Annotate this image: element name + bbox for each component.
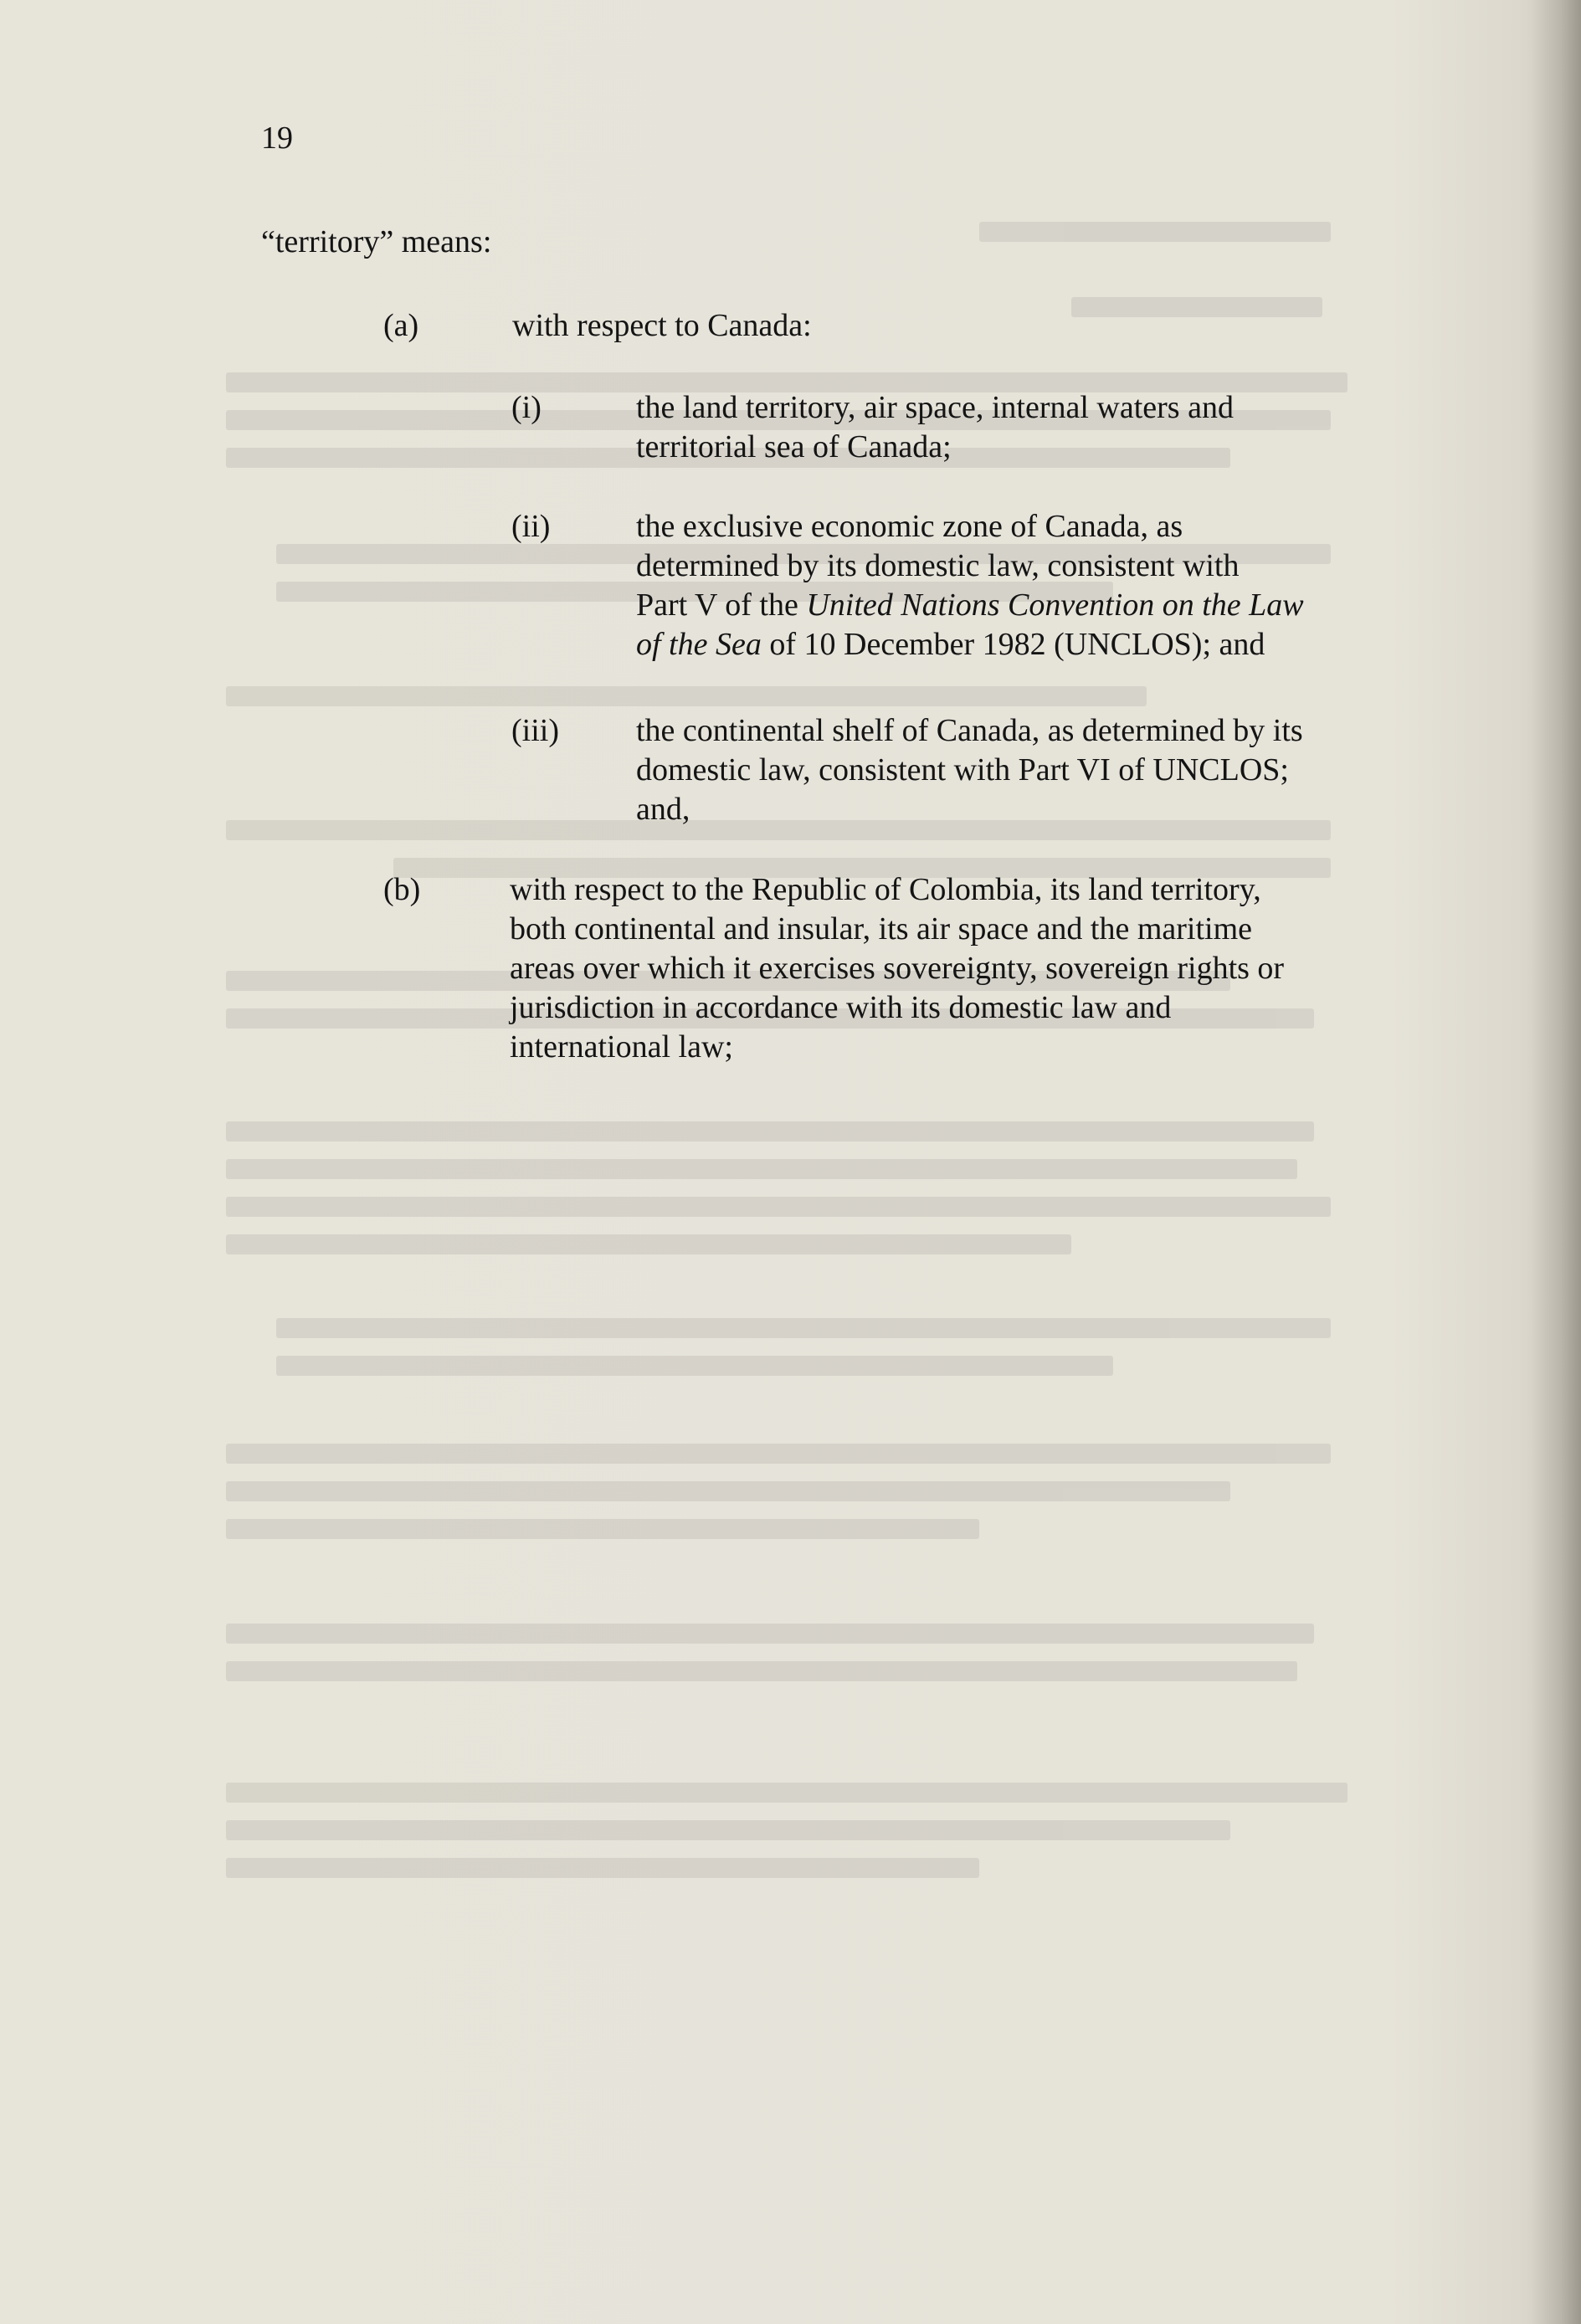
page-edge-shadow	[1531, 0, 1581, 2324]
item-a-text: with respect to Canada:	[512, 308, 812, 343]
bleed-through-text	[226, 209, 1381, 1967]
item-b-label: (b)	[383, 872, 421, 907]
subitem-ii-line	[636, 625, 1304, 664]
subitem-ii-line4-text: of 10 December 1982 (UNCLOS); and	[761, 627, 1265, 662]
subitem-ii-line	[636, 586, 1304, 625]
definition-heading: “territory” means:	[261, 224, 492, 259]
unclos-title-italic: of the Sea	[636, 627, 762, 662]
item-a-label: (a)	[383, 308, 419, 343]
subitem-iii-label: (iii)	[511, 713, 559, 748]
subitem-ii-line: the exclusive economic zone of Canada, as	[636, 509, 1183, 544]
subitem-ii-line3-text: Part V of the	[636, 587, 807, 623]
item-b-line: both continental and insular, its air space and the maritime	[510, 911, 1252, 947]
subitem-ii-text	[636, 507, 1304, 664]
item-b-line: international law;	[510, 1029, 733, 1065]
subitem-iii-line: domestic law, consistent with Part VI of UNCLOS;	[636, 752, 1289, 787]
item-b-line: areas over which it exercises sovereignty, sovereign rights or	[510, 951, 1285, 986]
subitem-iii-text	[636, 711, 1303, 829]
subitem-iii-line: the continental shelf of Canada, as determined by its	[636, 713, 1303, 748]
subitem-i-line: the land territory, air space, internal waters and	[636, 390, 1234, 425]
subitem-ii-label: (ii)	[511, 509, 551, 544]
subitem-i-label: (i)	[511, 390, 542, 425]
subitem-i-text	[636, 388, 1234, 467]
item-b-line: with respect to the Republic of Colombia, its land territory,	[510, 872, 1261, 907]
subitem-ii-line: determined by its domestic law, consistent with	[636, 548, 1240, 583]
unclos-title-italic: United Nations Convention on the Law	[806, 587, 1304, 623]
subitem-iii-line: and,	[636, 792, 690, 827]
item-b-line: jurisdiction in accordance with its domestic law and	[510, 990, 1172, 1025]
page-number: 19	[261, 121, 293, 156]
subitem-i-line: territorial sea of Canada;	[636, 429, 952, 464]
item-b-text	[510, 870, 1284, 1067]
